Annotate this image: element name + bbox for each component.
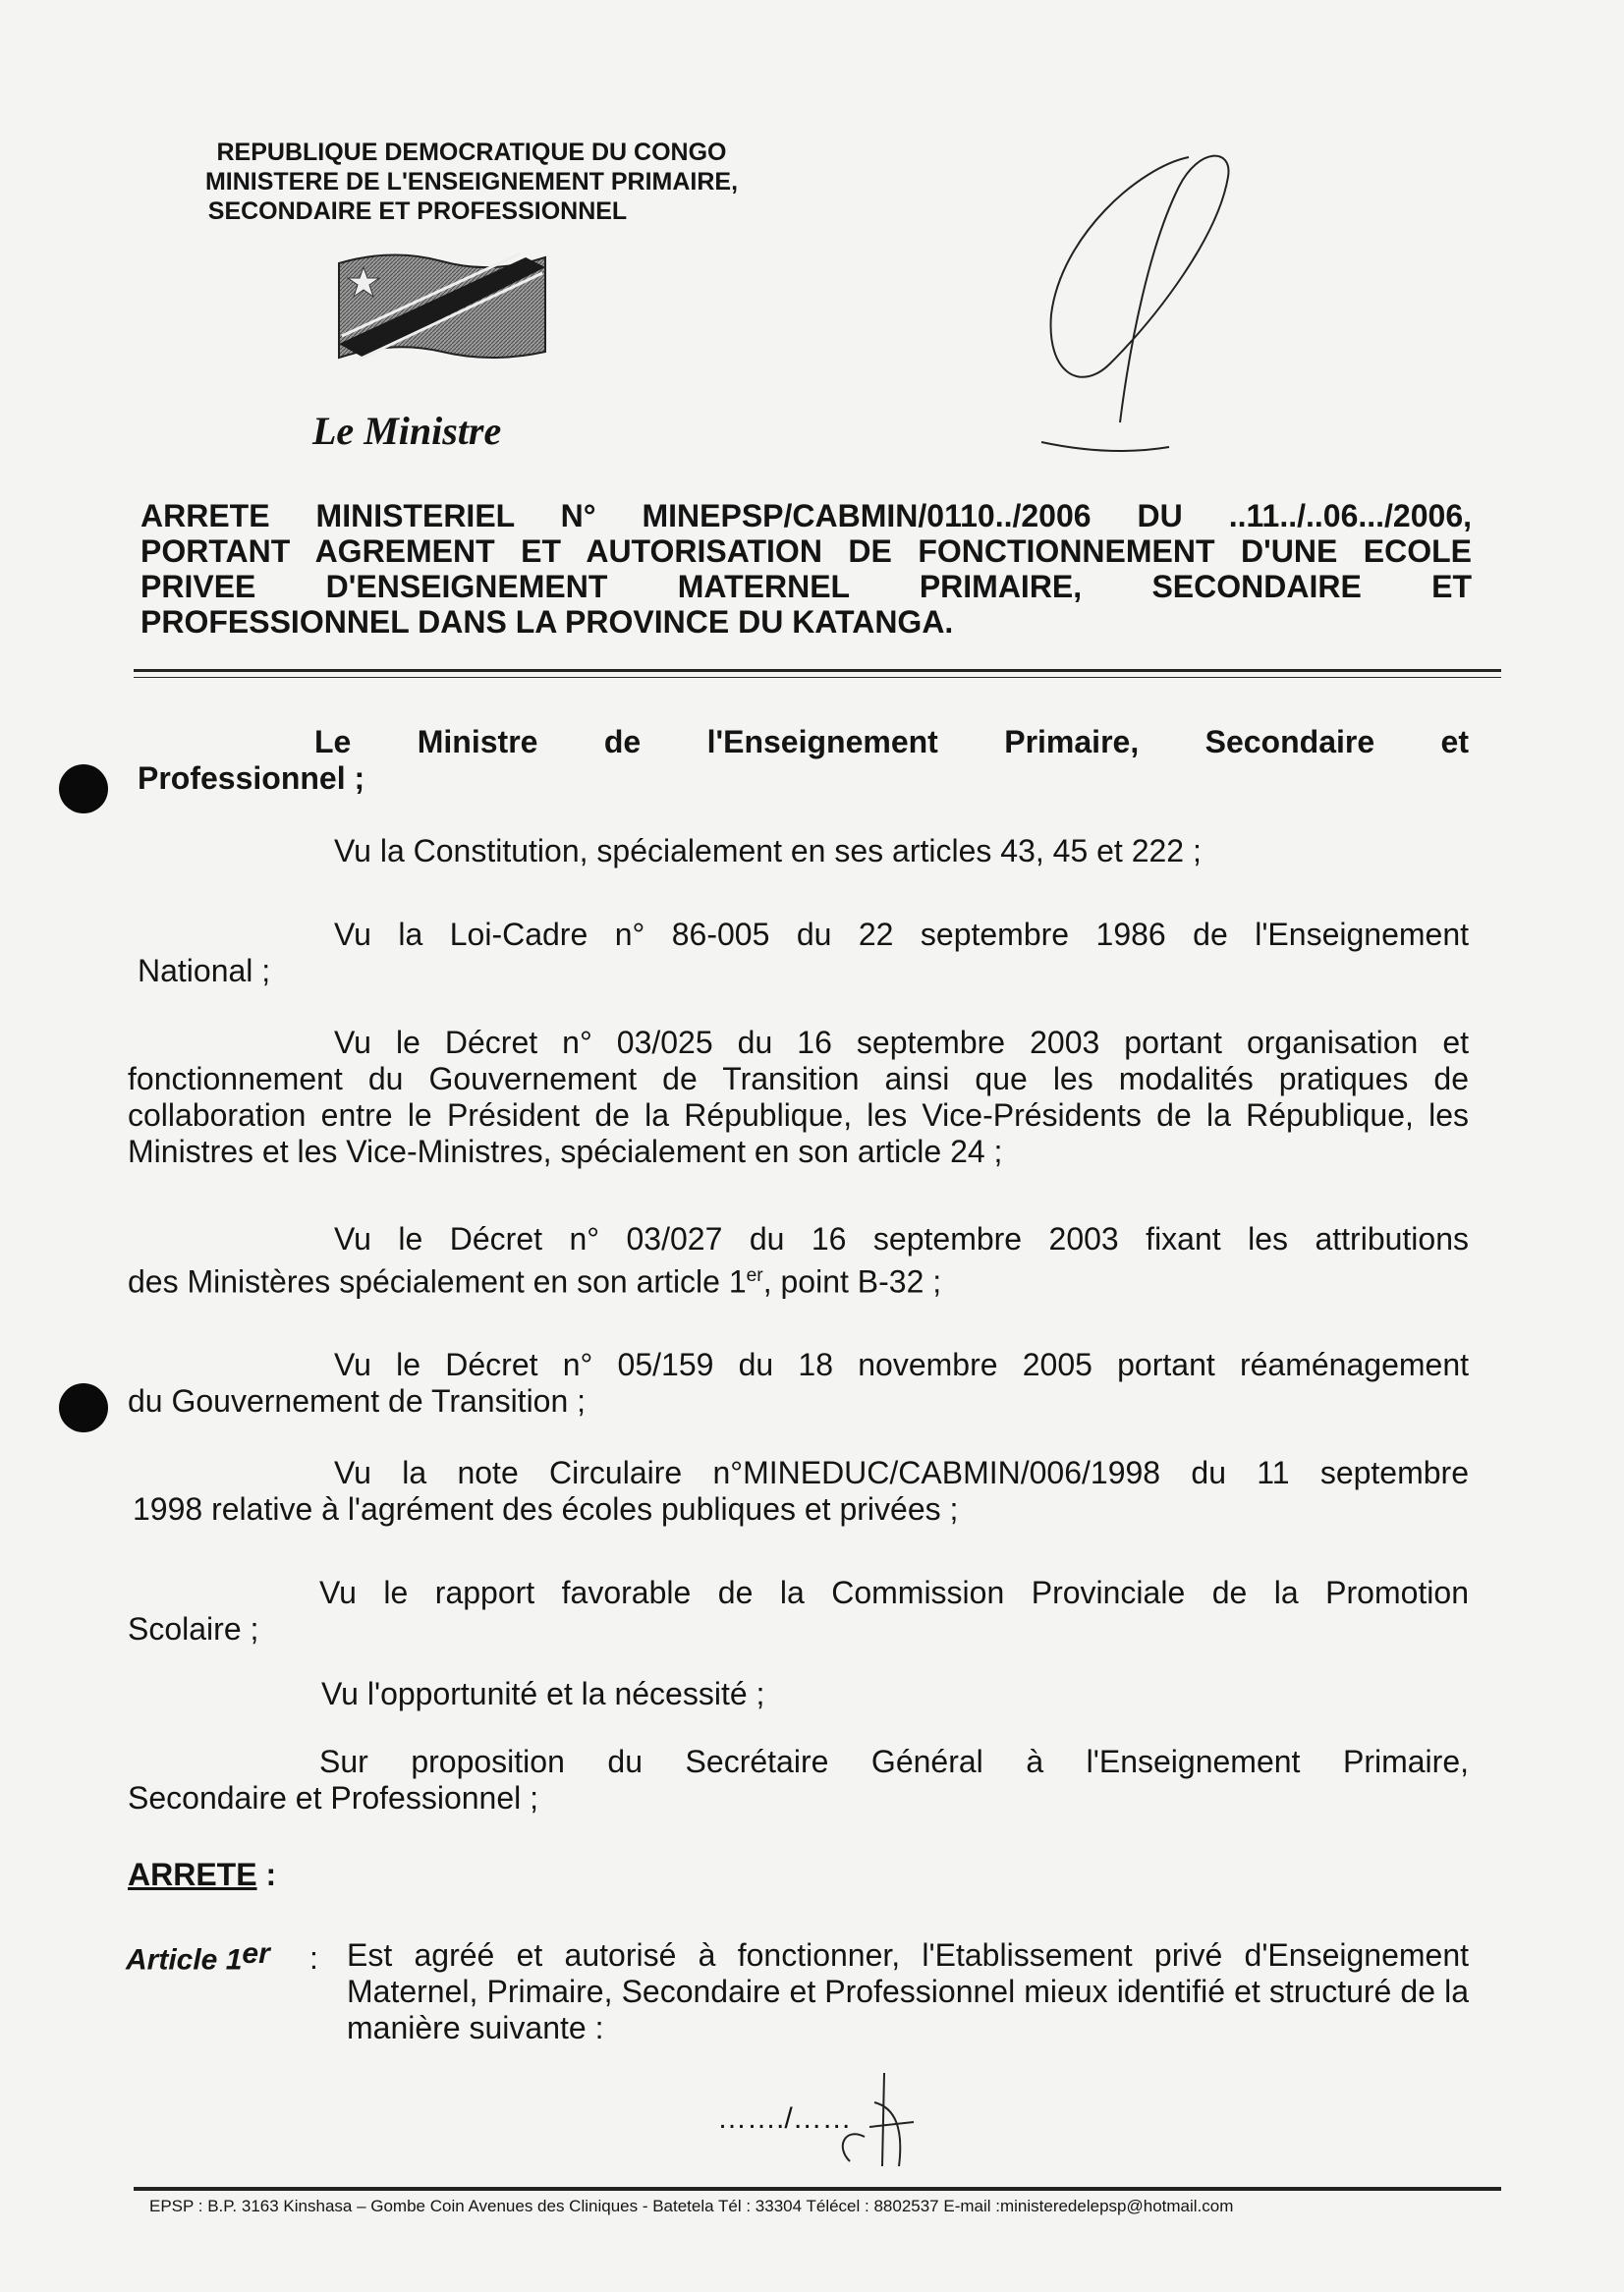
country-name: REPUBLIQUE DEMOCRATIQUE DU CONGO <box>216 139 727 166</box>
initials-mark <box>825 2068 943 2171</box>
arrete-colon: : <box>256 1857 277 1892</box>
punch-hole <box>59 1383 108 1432</box>
recital-circular-note-line1: Vu la note Circulaire n°MINEDUC/CABMIN/006/1998 du 11 septembre <box>334 1455 1469 1490</box>
recital-loi-cadre <box>128 917 1469 989</box>
footer-divider <box>134 2187 1501 2191</box>
article-1-colon: : <box>309 1940 318 1976</box>
flag-emblem <box>334 246 550 368</box>
recital-decree-03-025 <box>128 1025 1469 1170</box>
recital-commission-report-line1: Vu le rapport favorable de la Commission Provinciale de la Promotion <box>319 1575 1469 1610</box>
recital-decree-03-027-tail: , point B-32 ; <box>762 1263 942 1300</box>
decree-title <box>140 498 1472 640</box>
decree-title-line1: ARRETE MINISTERIEL N° MINEPSP/CABMIN/0110../2006 DU ..11../..06.../2006, <box>140 498 1472 533</box>
superscript-er: er <box>746 1265 763 1286</box>
decree-title-line4: PROFESSIONNEL DANS LA PROVINCE DU KATANGA. <box>140 604 954 640</box>
page-continuation: ……./…… <box>717 2102 852 2135</box>
recital-circular-note <box>128 1455 1469 1528</box>
recital-loi-cadre-line2: National ; <box>138 953 271 988</box>
recital-decree-03-027-line1: Vu le Décret n° 03/027 du 16 septembre 2003 fixant les attributions <box>334 1221 1469 1257</box>
recital-loi-cadre-line1: Vu la Loi-Cadre n° 86-005 du 22 septembre 1986 de l'Enseignement <box>334 917 1469 952</box>
intro-line2: Professionnel ; <box>138 760 365 796</box>
recital-decree-03-027-line2 <box>128 1258 1469 1301</box>
recital-proposal-line1: Sur proposition du Secrétaire Général à l'Enseignement Primaire, <box>319 1744 1469 1779</box>
recital-decree-03-027 <box>128 1221 1469 1301</box>
recital-proposal-line2: Secondaire et Professionnel ; <box>128 1780 539 1816</box>
header-block <box>147 138 796 226</box>
title-divider-thin <box>134 677 1501 678</box>
recital-decree-03-027-text: des Ministères spécialement en son article 1 <box>128 1263 747 1300</box>
recital-decree-05-159 <box>128 1347 1469 1420</box>
recital-commission-report <box>128 1575 1469 1648</box>
recital-decree-03-025-line1: Vu le Décret n° 03/025 du 16 septembre 2003 portant organisation et <box>334 1025 1469 1060</box>
minister-heading: Le Ministre <box>312 409 502 453</box>
recital-opportunity <box>128 1676 1469 1712</box>
recital-constitution <box>128 833 1469 869</box>
recital-commission-report-line2: Scolaire ; <box>128 1611 259 1647</box>
intro-paragraph <box>128 724 1469 797</box>
signature-mark <box>1022 147 1258 472</box>
decree-title-line3: PRIVEE D'ENSEIGNEMENT MATERNEL PRIMAIRE, SECONDAIRE ET <box>140 569 1472 604</box>
ministry-name-line1: MINISTERE DE L'ENSEIGNEMENT PRIMAIRE, <box>204 168 739 196</box>
recital-proposal <box>128 1744 1469 1817</box>
article-1-text: Est agréé et autorisé à fonctionner, l'Etablissement privé d'Enseignement Maternel, Primaire, Secondaire et Professionnel mieux identifié et structuré de la manière suivante : <box>347 1937 1469 2045</box>
recital-circular-note-line2: 1998 relative à l'agrément des écoles publiques et privées ; <box>133 1491 959 1527</box>
article-1-superscript: er <box>242 1937 270 1970</box>
intro-line1: Le Ministre de l'Enseignement Primaire, Secondaire et <box>314 724 1469 759</box>
recital-decree-03-025-rest: fonctionnement du Gouvernement de Transition ainsi que les modalités pratiques de collaboration entre le Président de la République, les Vice-Présidents de la République, les Ministres et les Vice-Ministres, spécialement en son article 24 ; <box>128 1061 1469 1169</box>
article-1-label <box>126 1937 270 1977</box>
decree-title-line2: PORTANT AGREMENT ET AUTORISATION DE FONCTIONNEMENT D'UNE ECOLE <box>140 533 1472 569</box>
title-divider <box>134 669 1501 672</box>
recital-decree-05-159-line1: Vu le Décret n° 05/159 du 18 novembre 2005 portant réaménagement <box>334 1347 1469 1382</box>
article-1-title: Article 1 <box>126 1943 243 1977</box>
recital-opportunity-text: Vu l'opportunité et la nécessité ; <box>321 1676 765 1711</box>
footer-address: EPSP : B.P. 3163 Kinshasa – Gombe Coin Avenues des Cliniques - Batetela Tél : 33304 Télécel : 8802537 E-mail :ministeredelepsp@hotmail.com <box>149 2197 1234 2215</box>
punch-hole <box>59 764 108 813</box>
recital-constitution-text: Vu la Constitution, spécialement en ses articles 43, 45 et 222 ; <box>334 833 1202 868</box>
recital-decree-05-159-line2: du Gouvernement de Transition ; <box>128 1383 587 1419</box>
arrete-heading <box>128 1857 276 1893</box>
ministry-name-line2: SECONDAIRE ET PROFESSIONNEL <box>207 197 628 225</box>
arrete-label: ARRETE <box>128 1857 257 1892</box>
